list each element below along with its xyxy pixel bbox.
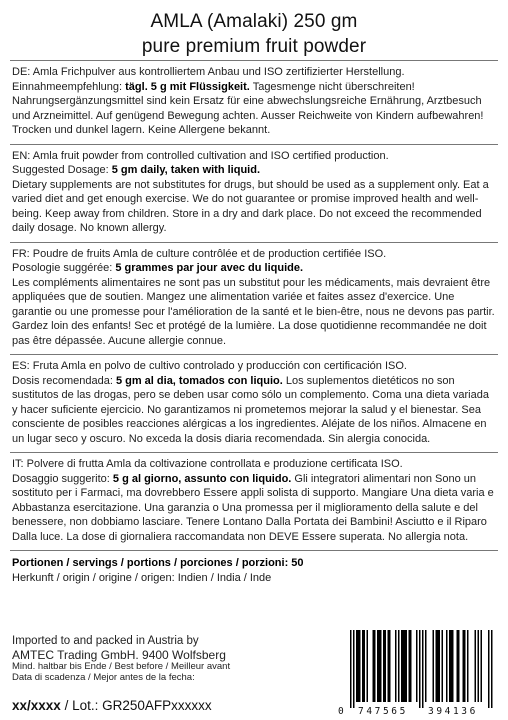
barcode-bar	[379, 630, 381, 702]
de-intro: DE: Amla Frichpulver aus kontrolliertem Anbau und ISO zertifizierter Herstellung.	[12, 66, 405, 78]
barcode-bar	[442, 630, 444, 702]
barcode-bar	[422, 630, 424, 708]
barcode	[336, 628, 500, 720]
barcode-bar	[356, 630, 358, 702]
barcode-lead-digit: 0	[338, 706, 344, 717]
importer-line: Imported to and packed in Austria by	[12, 635, 199, 647]
section-de	[0, 61, 508, 144]
en-body: Dietary supplements are not substitutes for drugs, but should be used as a supplement only. Eat a varied diet and get enough exercise. We do not guarantee or promise improved health and well-being. Keep away from children. Store in a dry and dark place. Do not exceed the recommended daily dosage. No known allergy.	[12, 178, 489, 234]
barcode-bar	[449, 630, 451, 702]
section-fr	[0, 243, 508, 355]
section-en	[0, 145, 508, 242]
lot-separator: / Lot.:	[60, 698, 103, 713]
es-dosage-label: Dosis recomendada:	[12, 374, 116, 387]
es-dosage-value: 5 gm al dia, tomados con liquio.	[115, 374, 283, 387]
it-body: Gli integratori alimentari non Sono un sostituto per i Farmaci, ma dovrebbero Essere appli solista di supporto. Mangiare Una dieta varia e Abbastanza esercitazione. Una garanzia o Una promessa per il miglioramento della salute e del benessere, non dobbiamo lasciare. Tenere Lontano Dalla Portata dei Bambini! Asciutto e il Riparo Dalla luce. La dose di giornaliera raccomandata non DEVE Essere superata. No allergia nota.	[12, 472, 494, 543]
de-dosage-after: Tagesmenge nicht überschreiten!	[249, 80, 415, 93]
de-body: Nahrungsergänzungsmittel sind kein Ersatz für eine abwechslungsreiche Ernährung, Arztbesuch und Arzneimittel. Auf genügend Bewegung achten. Ausser Reichweite von Kindern aufbewahren! Trocken und dunkel lagern. Keine Allergene bekannt.	[12, 95, 484, 136]
best-before-line-1: Mind. haltbar bis Ende / Best before / Meilleur avant	[12, 661, 231, 672]
barcode-bars	[336, 628, 500, 708]
fr-dosage-label: Posologie suggérée:	[12, 262, 116, 274]
lot-date: xx/xxxx	[12, 698, 61, 713]
barcode-bar	[350, 630, 352, 708]
barcode-bar	[353, 630, 355, 708]
title-block	[0, 0, 508, 60]
it-dosage-label: Dosaggio suggerito:	[12, 472, 113, 485]
servings-line: Portionen / servings / portions / porciones / porzioni: 50	[12, 557, 304, 569]
barcode-bar	[373, 630, 375, 702]
barcode-bar	[380, 630, 382, 702]
barcode-bar	[433, 630, 435, 702]
barcode-bar	[425, 630, 427, 702]
product-subtitle: pure premium fruit powder	[141, 36, 367, 57]
barcode-bar	[457, 630, 459, 702]
barcode-digits	[336, 705, 500, 718]
barcode-bar	[403, 630, 405, 702]
barcode-bar	[383, 630, 385, 702]
es-intro: ES: Fruta Amla en polvo de cultivo controlado y producción con certificación ISO.	[12, 360, 407, 372]
barcode-bar	[458, 630, 460, 702]
barcode-bar	[491, 630, 493, 708]
barcode-bar	[446, 630, 448, 702]
barcode-bar	[367, 630, 369, 702]
company-line: AMTEC Trading GmbH. 9400 Wolfsberg	[12, 648, 226, 662]
barcode-bar	[451, 630, 453, 702]
lot-code: GR250AFPxxxxxx	[102, 698, 212, 713]
best-before-line-2: Data di scadenza / Mejor antes de la fecha:	[12, 671, 195, 683]
en-dosage-value: 5 gm daily, taken with liquid.	[111, 164, 261, 176]
barcode-bar	[452, 630, 454, 702]
servings-origin-block	[0, 551, 508, 585]
barcode-bar	[374, 630, 376, 702]
fr-body: Les compléments alimentaires ne sont pas un substitut pour les médicaments, mais devraient être appliquées que de soutien. Mangez une alimentation variée et faites assez d'exercice. Une garantie ou une promesse pour l'amélioration de la santé et le bien-être, nous ne devons pas partir. Gardez loin des enfants! Sec et protégé de la lumière. La dose quotidienne recommandée ne doit pas être dépassée. Aucune allergie connue.	[12, 276, 495, 347]
barcode-bar	[385, 630, 387, 702]
barcode-bar	[410, 630, 412, 702]
es-body: Los suplementos dietéticos no son sustitutos de las drogas, pero se deben usar como sólo un complemento. Coma una dieta variada y hacer suficiente ejercicio. No garantizamos ni prometemos mejorar la salud y el bienestar. Sea consciente de posibles reacciones alérgicas a los ingredientes. Aléjate de los niños. Almacene en un lugar seco y oscuro. No exceda la dosis diaria recomendada. Sin alergia conocida.	[12, 374, 489, 445]
product-title: AMLA (Amalaki) 250 gm	[150, 11, 358, 32]
fr-dosage-value: 5 grammes par jour avec du liquide.	[115, 262, 304, 274]
de-dosage-value: tägl. 5 g mit Flüssigkeit.	[125, 80, 250, 93]
en-intro: EN: Amla fruit powder from controlled cultivation and ISO certified production.	[12, 149, 389, 162]
barcode-bar	[358, 630, 360, 702]
importer-info	[12, 634, 312, 683]
barcode-bar	[398, 630, 400, 702]
barcode-bar	[419, 630, 421, 708]
barcode-bar	[416, 630, 418, 702]
barcode-bar	[388, 630, 390, 702]
footer-block	[0, 628, 508, 720]
barcode-bar	[481, 630, 483, 702]
section-es	[0, 355, 508, 452]
barcode-bar	[389, 630, 391, 702]
barcode-right-group: 394136	[428, 706, 478, 717]
barcode-bar	[359, 630, 361, 702]
it-dosage-value: 5 g al giorno, assunto con liquido.	[112, 472, 292, 485]
barcode-bar	[362, 630, 364, 702]
origin-line: Herkunft / origin / origine / origen: Indien / India / Inde	[12, 571, 272, 584]
barcode-bar	[395, 630, 397, 702]
barcode-bar	[439, 630, 441, 702]
barcode-bar	[401, 630, 403, 702]
barcode-bar	[463, 630, 465, 702]
lot-line	[12, 698, 212, 714]
barcode-bar	[437, 630, 439, 702]
de-dosage-label: Einnahmeempfehlung:	[12, 80, 126, 93]
fr-intro: FR: Poudre de fruits Amla de culture contrôlée et de production certifiée ISO.	[12, 247, 387, 260]
barcode-bar	[436, 630, 438, 702]
barcode-bar	[478, 630, 480, 702]
section-it	[0, 453, 508, 550]
barcode-bar	[488, 630, 490, 708]
barcode-left-group: 747565	[358, 706, 408, 717]
barcode-bar	[467, 630, 469, 702]
barcode-bar	[406, 630, 408, 702]
barcode-bar	[364, 630, 366, 702]
barcode-bar	[377, 630, 379, 702]
barcode-bar	[475, 630, 477, 702]
barcode-bar	[464, 630, 466, 702]
barcode-bar	[404, 630, 406, 702]
en-dosage-label: Suggested Dosage:	[12, 164, 112, 176]
it-intro: IT: Polvere di frutta Amla da coltivazione controllata e produzione certificata ISO.	[12, 458, 403, 470]
barcode-bar	[409, 630, 411, 702]
